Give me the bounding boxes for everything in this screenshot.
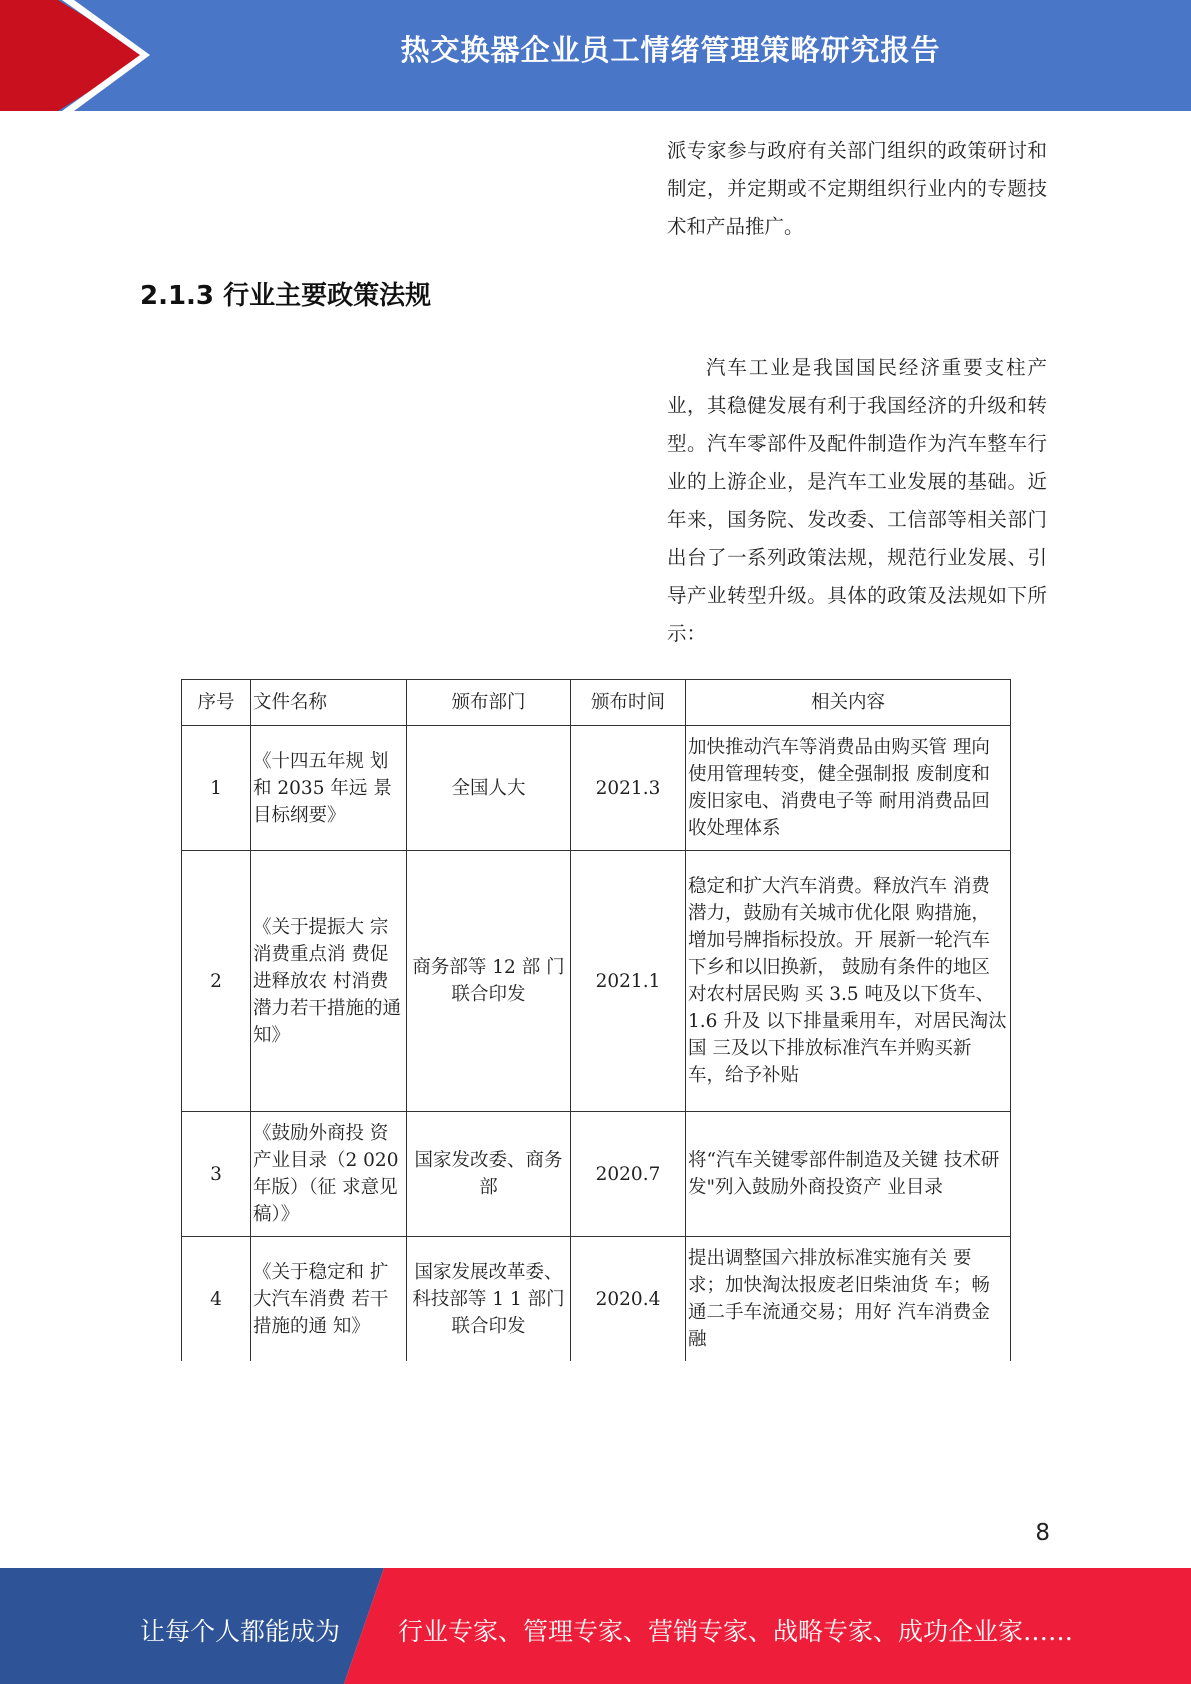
cell-date: 2020.4 (571, 1237, 686, 1362)
table-row (182, 726, 1011, 851)
header-dept: 颁布部门 (407, 680, 571, 726)
policy-table (181, 679, 1011, 1361)
cell-name: 《十四五年规 划和 2035 年远 景目标纲要》 (251, 726, 407, 851)
cell-content: 将“汽车关键零部件制造及关键 技术研发"列入鼓励外商投资产 业目录 (686, 1112, 1011, 1237)
cell-no: 3 (182, 1112, 251, 1237)
cell-dept: 国家发改委、商务部 (407, 1112, 571, 1237)
footer-slogan-right: 行业专家、管理专家、营销专家、战略专家、成功企业家…… (398, 1617, 1074, 1646)
cell-name: 《鼓励外商投 资产业目录（2 020 年版）（征 求意见稿）》 (251, 1112, 407, 1237)
cell-name: 《关于稳定和 扩大汽车消费 若干措施的通 知》 (251, 1237, 407, 1362)
cell-name: 《关于提振大 宗消费重点消 费促进释放农 村消费潜力若干措施的通 知》 (251, 851, 407, 1112)
cell-date: 2020.7 (571, 1112, 686, 1237)
footer-slogan-left: 让每个人都能成为 (140, 1617, 341, 1646)
page-number: 8 (1035, 1520, 1050, 1546)
table-row (182, 1237, 1011, 1362)
header-content: 相关内容 (686, 680, 1011, 726)
intro-paragraph: 汽车工业是我国国民经济重要支柱产业，其稳健发展有利于我国经济的升级和转型。汽车零部件及配件制造作为汽车整车行业的上游企业，是汽车工业发展的基础。近年来，国务院、发改委、工信部等相关部门出台了一系列政策法规，规范行业发展、引导产业转型升级。具体的政策及法规如下所示： (667, 356, 1047, 645)
page-header (0, 0, 1191, 111)
cell-no: 1 (182, 726, 251, 851)
header-name: 文件名称 (251, 680, 407, 726)
table-row (182, 851, 1011, 1112)
report-title: 热交换器企业员工情绪管理策略研究报告 (400, 33, 941, 67)
table-header-row (182, 680, 1011, 726)
cell-date: 2021.1 (571, 851, 686, 1112)
section-heading: 2.1.3 行业主要政策法规 (140, 281, 432, 311)
cell-dept: 国家发展改革委、科技部等 1 1 部门联合印发 (407, 1237, 571, 1362)
cell-content: 加快推动汽车等消费品由购买管 理向使用管理转变，健全强制报 废制度和废旧家电、消费电子等 耐用消费品回收处理体系 (686, 726, 1011, 851)
header-date: 颁布时间 (571, 680, 686, 726)
cell-dept: 商务部等 12 部 门联合印发 (407, 851, 571, 1112)
table-row (182, 1112, 1011, 1237)
continued-paragraph: 派专家参与政府有关部门组织的政策研讨和制定，并定期或不定期组织行业内的专题技术和产品推广。 (667, 139, 1047, 238)
cell-content: 提出调整国六排放标准实施有关 要求；加快淘汰报废老旧柴油货 车；畅通二手车流通交易；用好 汽车消费金融 (686, 1237, 1011, 1362)
header-no: 序号 (182, 680, 251, 726)
cell-content: 稳定和扩大汽车消费。释放汽车 消费潜力，鼓励有关城市优化限 购措施，增加号牌指标投放。开 展新一轮汽车下乡和以旧换新， 鼓励有条件的地区对农村居民购 买 3.5 吨及以下货车、1.6 升及 以下排量乘用车，对居民淘汰国 三及以下排放标准汽车并购买新 车，给予补贴 (686, 851, 1011, 1112)
cell-dept: 全国人大 (407, 726, 571, 851)
chevron-logo-icon (0, 0, 160, 111)
page-footer (0, 1568, 1191, 1684)
cell-no: 4 (182, 1237, 251, 1362)
cell-date: 2021.3 (571, 726, 686, 851)
cell-no: 2 (182, 851, 251, 1112)
